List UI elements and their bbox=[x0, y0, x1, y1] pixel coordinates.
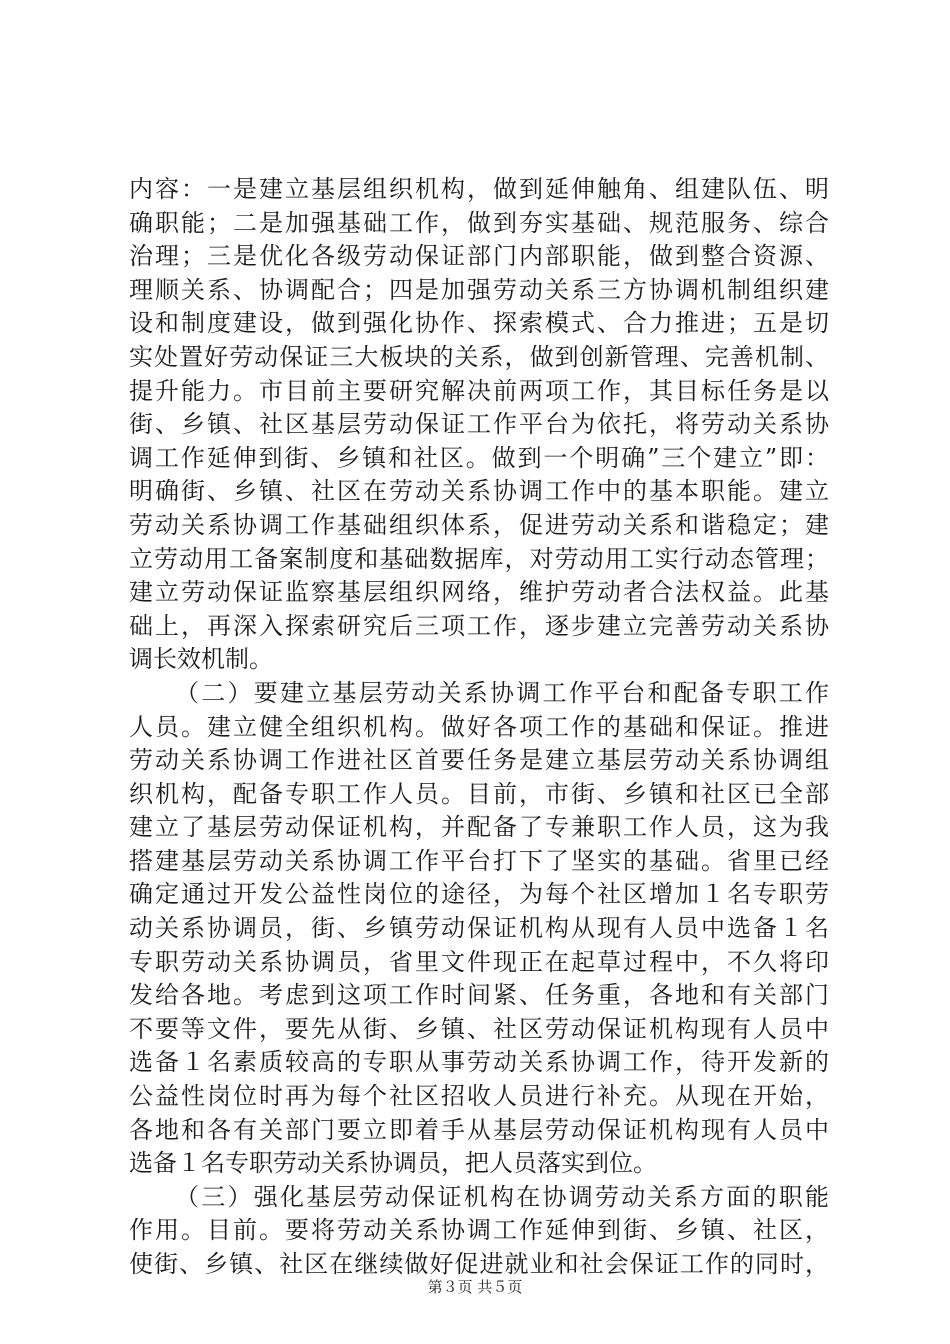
text-line: 提升能力。市目前主要研究解决前两项工作，其目标任务是以 bbox=[129, 376, 829, 405]
text-line: 实处置好劳动保证三大板块的关系，做到创新管理、完善机制、 bbox=[129, 342, 829, 371]
text-line: 公益性岗位时再为每个社区招收人员进行补充。从现在开始， bbox=[129, 1082, 829, 1111]
page-footer bbox=[0, 1277, 950, 1297]
body-text bbox=[129, 173, 829, 1282]
text-line: 各地和各有关部门要立即着手从基层劳动保证机构现有人员中 bbox=[129, 1115, 829, 1144]
text-line: 作用。目前。要将劳动关系协调工作延伸到街、乡镇、社区， bbox=[129, 1216, 829, 1245]
text-line: 建立劳动保证监察基层组织网络，维护劳动者合法权益。此基 bbox=[129, 578, 829, 607]
text-line: 街、乡镇、社区基层劳动保证工作平台为依托，将劳动关系协 bbox=[129, 410, 829, 439]
text-line: 不要等文件，要先从街、乡镇、社区劳动保证机构现有人员中 bbox=[129, 1014, 829, 1043]
text-line: 础上，再深入探索研究后三项工作，逐步建立完善劳动关系协 bbox=[129, 611, 829, 640]
text-line: 立劳动用工备案制度和基础数据库，对劳动用工实行动态管理； bbox=[129, 544, 829, 573]
text-line: 调长效机制。 bbox=[129, 645, 273, 674]
text-line: 确定通过开发公益性岗位的途径，为每个社区增加１名专职劳 bbox=[129, 880, 829, 909]
text-line: 劳动关系协调工作基础组织体系，促进劳动关系和谐稳定；建 bbox=[129, 510, 829, 539]
text-line: 内容：一是建立基层组织机构，做到延伸触角、组建队伍、明 bbox=[129, 175, 829, 203]
text-line: 选备１名素质较高的专职从事劳动关系协调工作，待开发新的 bbox=[129, 1048, 829, 1077]
text-line: 治理；三是优化各级劳动保证部门内部职能，做到整合资源、 bbox=[129, 242, 829, 271]
page-number-label: 第３页 共５页 bbox=[427, 1278, 523, 1296]
text-line: 劳动关系协调工作进社区首要任务是建立基层劳动关系协调组 bbox=[129, 746, 829, 775]
paragraph-heading-2: （二）要建立基层劳动关系协调工作平台和配备专职工作 bbox=[175, 678, 829, 707]
text-line: 调工作延伸到街、乡镇和社区。做到一个明确”三个建立”即： bbox=[129, 443, 829, 472]
text-line: 织机构，配备专职工作人员。目前，市街、乡镇和社区已全部 bbox=[129, 779, 829, 808]
paragraph-heading-3: （三）强化基层劳动保证机构在协调劳动关系方面的职能 bbox=[175, 1182, 829, 1211]
text-line: 人员。建立健全组织机构。做好各项工作的基础和保证。推进 bbox=[129, 712, 829, 741]
text-line: 搭建基层劳动关系协调工作平台打下了坚实的基础。省里已经 bbox=[129, 846, 829, 875]
text-line: 使街、乡镇、社区在继续做好促进就业和社会保证工作的同时， bbox=[129, 1250, 829, 1278]
text-line: 专职劳动关系协调员，省里文件现正在起草过程中，不久将印 bbox=[129, 947, 829, 976]
text-line: 理顺关系、协调配合；四是加强劳动关系三方协调机制组织建 bbox=[129, 275, 829, 304]
text-line: 明确街、乡镇、社区在劳动关系协调工作中的基本职能。建立 bbox=[129, 477, 829, 506]
text-line: 建立了基层劳动保证机构，并配备了专兼职工作人员，这为我 bbox=[129, 813, 829, 842]
text-line: 设和制度建设，做到强化协作、探索模式、合力推进；五是切 bbox=[129, 309, 829, 338]
text-line: 动关系协调员，街、乡镇劳动保证机构从现有人员中选备１名 bbox=[129, 914, 829, 943]
text-line: 发给各地。考虑到这项工作时间紧、任务重，各地和有关部门 bbox=[129, 981, 829, 1010]
text-line: 选备１名专职劳动关系协调员，把人员落实到位。 bbox=[129, 1149, 657, 1178]
text-line: 确职能；二是加强基础工作，做到夯实基础、规范服务、综合 bbox=[129, 208, 829, 237]
